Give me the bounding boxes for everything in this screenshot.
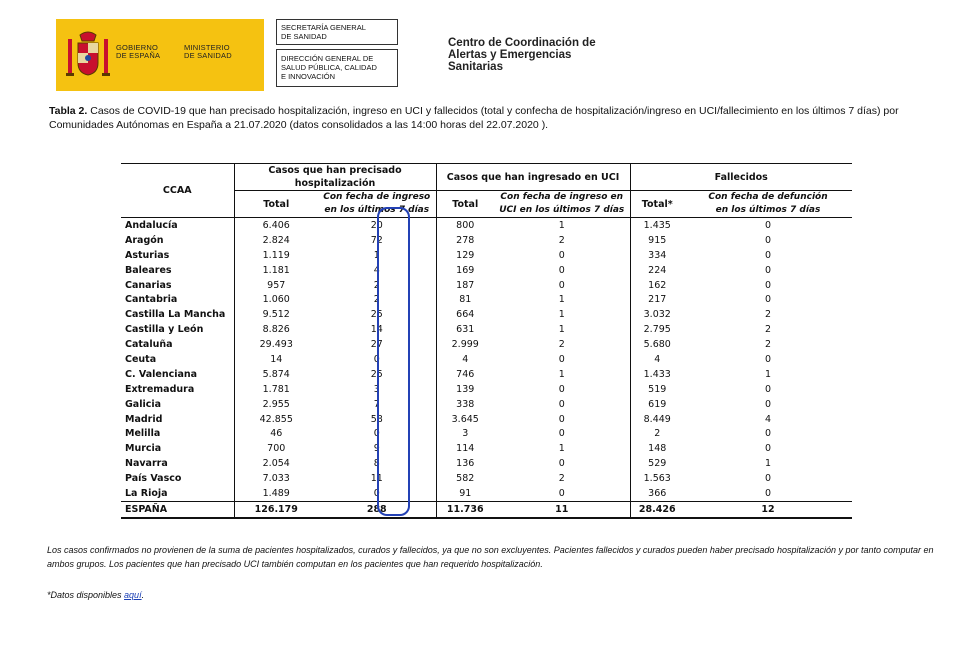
value-cell: 1: [373, 249, 380, 261]
table-row: [121, 218, 852, 233]
value-cell: 126.179: [234, 501, 318, 517]
value-cell: 2.824: [234, 233, 318, 248]
value-cell: 224: [630, 263, 684, 278]
table-row: [121, 248, 852, 263]
value-cell: 114: [436, 441, 494, 456]
value-cell: 1.563: [630, 471, 684, 486]
value-cell: 139: [436, 382, 494, 397]
value-cell: 519: [630, 382, 684, 397]
value-cell: 29.493: [234, 337, 318, 352]
table-row: [121, 337, 852, 352]
value-cell: 2: [373, 279, 380, 291]
region-cell: Aragón: [125, 234, 164, 246]
value-cell: 915: [630, 233, 684, 248]
value-cell: 3.645: [436, 412, 494, 427]
region-cell: Cataluña: [125, 339, 173, 351]
value-cell: 2: [558, 473, 565, 485]
region-cell: Castilla La Mancha: [125, 309, 226, 321]
value-cell: 0: [558, 458, 565, 470]
value-cell: 0: [558, 487, 565, 499]
header-group-hosp: Casos que han precisado hospitalización: [234, 164, 436, 191]
value-cell: 2.999: [436, 337, 494, 352]
table-row: [121, 322, 852, 337]
value-cell: 2.955: [234, 397, 318, 412]
value-cell: 11: [494, 501, 630, 517]
header-hosp-7d: Con fecha de ingreso en los últimos 7 días: [318, 191, 436, 218]
table-row: [121, 441, 852, 456]
document-header: [56, 19, 616, 91]
region-cell: Asturias: [125, 249, 170, 261]
header-uci-total: Total: [436, 191, 494, 218]
value-cell: 0: [558, 279, 565, 291]
value-cell: 9: [373, 443, 380, 455]
value-cell: 664: [436, 307, 494, 322]
value-cell: 0: [764, 219, 772, 231]
table-row: [121, 263, 852, 278]
value-cell: 7: [373, 398, 380, 410]
government-logo-block: [56, 19, 264, 91]
value-cell: 1: [764, 458, 772, 470]
value-cell: 700: [234, 441, 318, 456]
table-row: [121, 233, 852, 248]
value-cell: 25: [370, 368, 383, 380]
region-cell: Andalucía: [125, 219, 178, 231]
value-cell: 746: [436, 367, 494, 382]
value-cell: 11.736: [436, 501, 494, 517]
centro-title: Centro de Coordinación de Alertas y Emergencias Sanitarias: [448, 37, 596, 73]
value-cell: 72: [370, 234, 383, 246]
table-body: [121, 218, 852, 518]
header-group-uci: Casos que han ingresado en UCI: [436, 164, 630, 191]
coat-of-arms-icon: [66, 29, 110, 81]
region-cell: Canarias: [125, 279, 172, 291]
value-cell: 14: [370, 324, 383, 336]
value-cell: 1.181: [234, 263, 318, 278]
value-cell: 1.433: [630, 367, 684, 382]
footnote-end: .: [141, 590, 145, 600]
table-row: [121, 367, 852, 382]
value-cell: 4: [764, 413, 772, 425]
value-cell: 1: [558, 294, 565, 306]
value-cell: 1.781: [234, 382, 318, 397]
value-cell: 0: [373, 353, 380, 365]
value-cell: 8.826: [234, 322, 318, 337]
value-cell: 278: [436, 233, 494, 248]
table-caption: [49, 104, 939, 132]
value-cell: 0: [558, 398, 565, 410]
value-cell: 1: [558, 324, 565, 336]
value-cell: 582: [436, 471, 494, 486]
value-cell: 0: [558, 264, 565, 276]
value-cell: 2.795: [630, 322, 684, 337]
value-cell: 1: [764, 368, 772, 380]
value-cell: 5.680: [630, 337, 684, 352]
region-cell: Ceuta: [125, 353, 157, 365]
value-cell: 11: [370, 473, 383, 485]
region-cell: Madrid: [125, 413, 163, 425]
gobierno-label: GOBIERNO DE ESPAÑA: [116, 43, 161, 60]
region-cell: C. Valenciana: [125, 368, 198, 380]
value-cell: 1.435: [630, 218, 684, 233]
value-cell: 3: [373, 383, 380, 395]
value-cell: 2: [558, 234, 565, 246]
value-cell: 0: [764, 443, 772, 455]
value-cell: 2: [373, 294, 380, 306]
value-cell: 2: [764, 339, 772, 351]
value-cell: 81: [436, 292, 494, 307]
value-cell: 1: [558, 219, 565, 231]
table-row: [121, 352, 852, 367]
region-cell: ESPAÑA: [121, 501, 234, 517]
value-cell: 1: [558, 368, 565, 380]
value-cell: 0: [558, 428, 565, 440]
header-fall-7d: Con fecha de defunción en los últimos 7 días: [684, 191, 852, 218]
value-cell: 1.119: [234, 248, 318, 263]
region-cell: Cantabria: [125, 294, 178, 306]
region-cell: La Rioja: [125, 487, 168, 499]
value-cell: 631: [436, 322, 494, 337]
table-row: [121, 471, 852, 486]
value-cell: 58: [370, 413, 383, 425]
value-cell: 14: [234, 352, 318, 367]
value-cell: 91: [436, 486, 494, 501]
region-cell: Navarra: [125, 458, 168, 470]
value-cell: 12: [684, 501, 852, 517]
region-cell: Galicia: [125, 398, 162, 410]
value-cell: 46: [234, 426, 318, 441]
value-cell: 0: [558, 383, 565, 395]
value-cell: 529: [630, 456, 684, 471]
region-cell: Baleares: [125, 264, 172, 276]
value-cell: 2: [558, 339, 565, 351]
value-cell: 2: [630, 426, 684, 441]
region-cell: Extremadura: [125, 383, 195, 395]
value-cell: 0: [764, 294, 772, 306]
header-uci-7d: Con fecha de ingreso en UCI en los últimos 7 días: [494, 191, 630, 218]
table-row: [121, 486, 852, 501]
value-cell: 25: [370, 309, 383, 321]
value-cell: 20: [370, 219, 383, 231]
value-cell: 0: [558, 413, 565, 425]
value-cell: 9.512: [234, 307, 318, 322]
value-cell: 2: [764, 309, 772, 321]
value-cell: 0: [764, 428, 772, 440]
table-row: [121, 382, 852, 397]
table-row: [121, 426, 852, 441]
value-cell: 1: [558, 309, 565, 321]
value-cell: 0: [764, 473, 772, 485]
table-row: [121, 307, 852, 322]
value-cell: 0: [764, 398, 772, 410]
value-cell: 148: [630, 441, 684, 456]
value-cell: 4: [436, 352, 494, 367]
value-cell: 5.874: [234, 367, 318, 382]
value-cell: 8.449: [630, 412, 684, 427]
region-cell: Murcia: [125, 443, 162, 455]
value-cell: 162: [630, 278, 684, 293]
explanatory-note: Los casos confirmados no provienen de la suma de pacientes hospitalizados, curados y fallecidos, ya que no son excluyentes. Pacientes fallecidos y curados pueden haber precisado hospitalización y por tanto computar en ambos grupos. Los pacientes que han precisado UCI también computan en los pacientes que han requerido hospitalización.: [47, 545, 934, 569]
value-cell: 0: [558, 353, 565, 365]
value-cell: 334: [630, 248, 684, 263]
value-cell: 4: [373, 264, 380, 276]
table-row: [121, 397, 852, 412]
table-row: [121, 412, 852, 427]
table-row: [121, 292, 852, 307]
direccion-box: DIRECCIÓN GENERAL DE SALUD PÚBLICA, CALIDAD E INNOVACIÓN: [276, 49, 398, 87]
value-cell: 129: [436, 248, 494, 263]
table-row: [121, 278, 852, 293]
secretaria-box: SECRETARÍA GENERAL DE SANIDAD: [276, 19, 398, 45]
value-cell: 0: [764, 234, 772, 246]
value-cell: 42.855: [234, 412, 318, 427]
caption-text: Casos de COVID-19 que han precisado hospitalización, ingreso en UCI y fallecidos (total y confecha de hospitalización/ingreso en UCI/fallecimiento en los últimos 7 días) por Comunidades Autónomas en España a 21.07.2020 (datos consolidados a las 14:00 horas del 22.07.2020 ).: [49, 105, 899, 131]
header-hosp-total: Total: [234, 191, 318, 218]
value-cell: 957: [234, 278, 318, 293]
value-cell: 800: [436, 218, 494, 233]
value-cell: 7.033: [234, 471, 318, 486]
value-cell: 338: [436, 397, 494, 412]
highlight-outline: [377, 207, 410, 516]
value-cell: 1.060: [234, 292, 318, 307]
value-cell: 0: [764, 383, 772, 395]
value-cell: 0: [764, 279, 772, 291]
header-group-fall: Fallecidos: [630, 164, 852, 191]
value-cell: 2.054: [234, 456, 318, 471]
value-cell: 169: [436, 263, 494, 278]
covid-table: [121, 163, 852, 519]
caption-label: Tabla 2.: [49, 105, 88, 117]
footnote-link[interactable]: aquí: [124, 590, 142, 600]
header-ccaa: CCAA: [121, 164, 234, 218]
value-cell: 0: [764, 264, 772, 276]
value-cell: 8: [373, 458, 380, 470]
header-fall-total: Total*: [630, 191, 684, 218]
value-cell: 1.489: [234, 486, 318, 501]
value-cell: 619: [630, 397, 684, 412]
total-row: [121, 501, 852, 517]
value-cell: 3.032: [630, 307, 684, 322]
ministerio-label: MINISTERIO DE SANIDAD: [184, 43, 232, 60]
value-cell: 6.406: [234, 218, 318, 233]
value-cell: 27: [370, 339, 383, 351]
value-cell: 0: [558, 249, 565, 261]
value-cell: 187: [436, 278, 494, 293]
footnote-text: *Datos disponibles: [47, 590, 125, 600]
value-cell: 0: [373, 487, 380, 499]
value-cell: 288: [318, 501, 436, 517]
footnote: [47, 590, 144, 600]
region-cell: Castilla y León: [125, 324, 204, 336]
table-row: [121, 456, 852, 471]
value-cell: 0: [764, 487, 772, 499]
region-cell: País Vasco: [125, 473, 182, 485]
value-cell: 0: [764, 249, 772, 261]
value-cell: 2: [764, 324, 772, 336]
value-cell: 28.426: [630, 501, 684, 517]
value-cell: 217: [630, 292, 684, 307]
value-cell: 366: [630, 486, 684, 501]
value-cell: 3: [436, 426, 494, 441]
value-cell: 0: [373, 428, 380, 440]
value-cell: 0: [764, 353, 772, 365]
value-cell: 136: [436, 456, 494, 471]
value-cell: 1: [558, 443, 565, 455]
region-cell: Melilla: [125, 428, 161, 440]
value-cell: 4: [630, 352, 684, 367]
